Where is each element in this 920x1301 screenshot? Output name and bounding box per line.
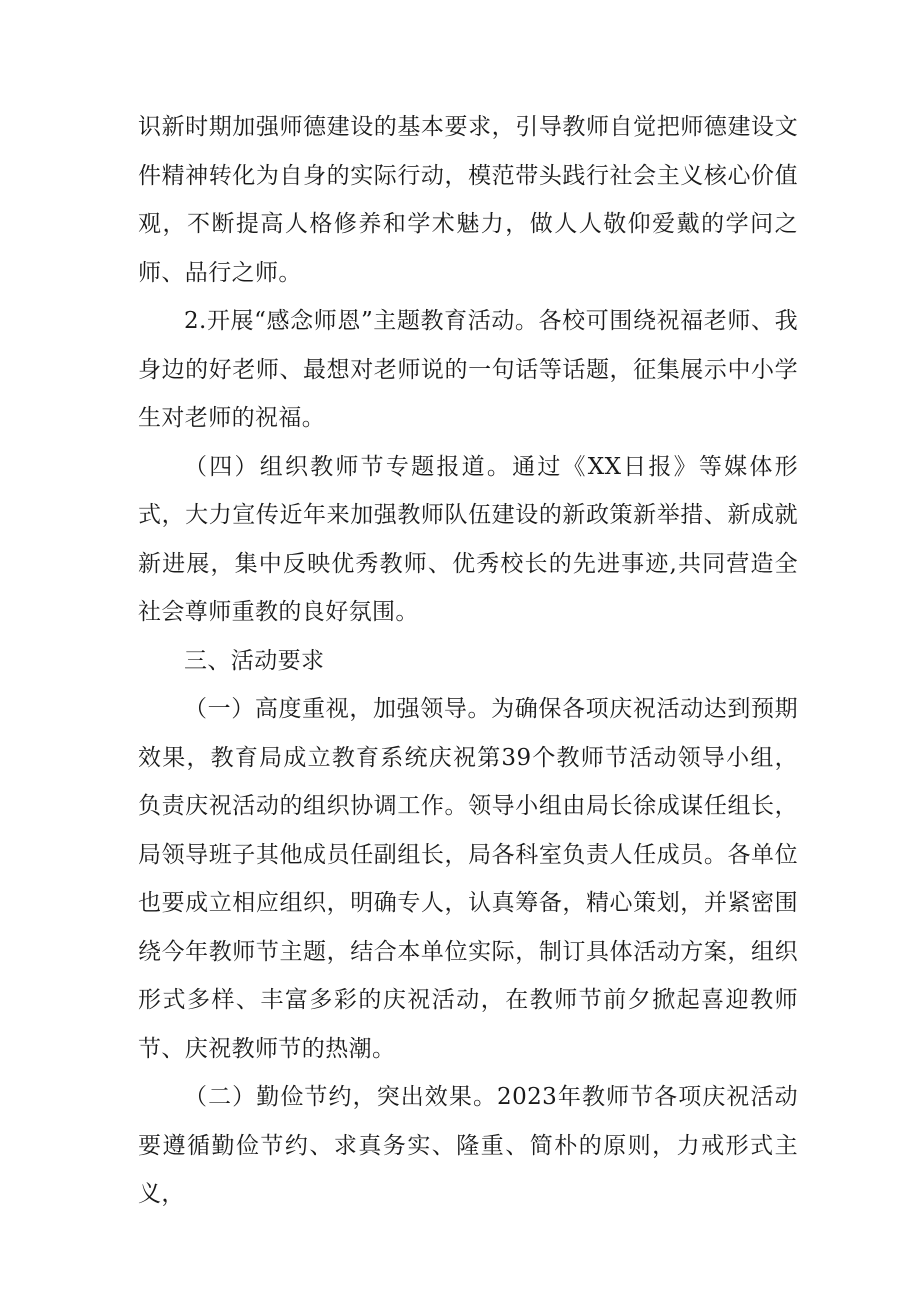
section-heading-requirements: 三、活动要求 xyxy=(184,647,325,674)
paragraph-item-2: 2.开展“感念师恩”主题教育活动。各校可围绕祝福老师、我身边的好老师、最想对老师说的一句话等话题，征集展示中小学生对老师的祝福。 xyxy=(138,308,798,431)
paragraph-section-4: （四）组织教师节专题报道。通过《XX日报》等媒体形式，大力宣传近年来加强教师队伍建设的新政策新举措、新成就新进展，集中反映优秀教师、优秀校长的先进事迹,共同营造全社会尊师重教的良好氛围。 xyxy=(138,453,798,625)
paragraph-requirement-2: （二）勤俭节约，突出效果。2023年教师节各项庆祝活动要遵循勤俭节约、求真务实、隆重、简朴的原则，力戒形式主义， xyxy=(138,1084,798,1207)
paragraph-continuation: 识新时期加强师德建设的基本要求，引导教师自觉把师德建设文件精神转化为自身的实际行动，模范带头践行社会主义核心价值观，不断提高人格修养和学术魅力，做人人敬仰爱戴的学问之师、品行之师。 xyxy=(138,114,798,286)
document-body xyxy=(138,103,798,1219)
paragraph-requirement-1: （一）高度重视，加强领导。为确保各项庆祝活动达到预期效果，教育局成立教育系统庆祝第39个教师节活动领导小组，负责庆祝活动的组织协调工作。领导小组由局长徐成谋任组长，局领导班子其他成员任副组长，局各科室负责人任成员。各单位也要成立相应组织，明确专人，认真筹备，精心策划，并紧密围绕今年教师节主题，结合本单位实际，制订具体活动方案，组织形式多样、丰富多彩的庆祝活动，在教师节前夕掀起喜迎教师节、庆祝教师节的热潮。 xyxy=(138,696,798,1062)
